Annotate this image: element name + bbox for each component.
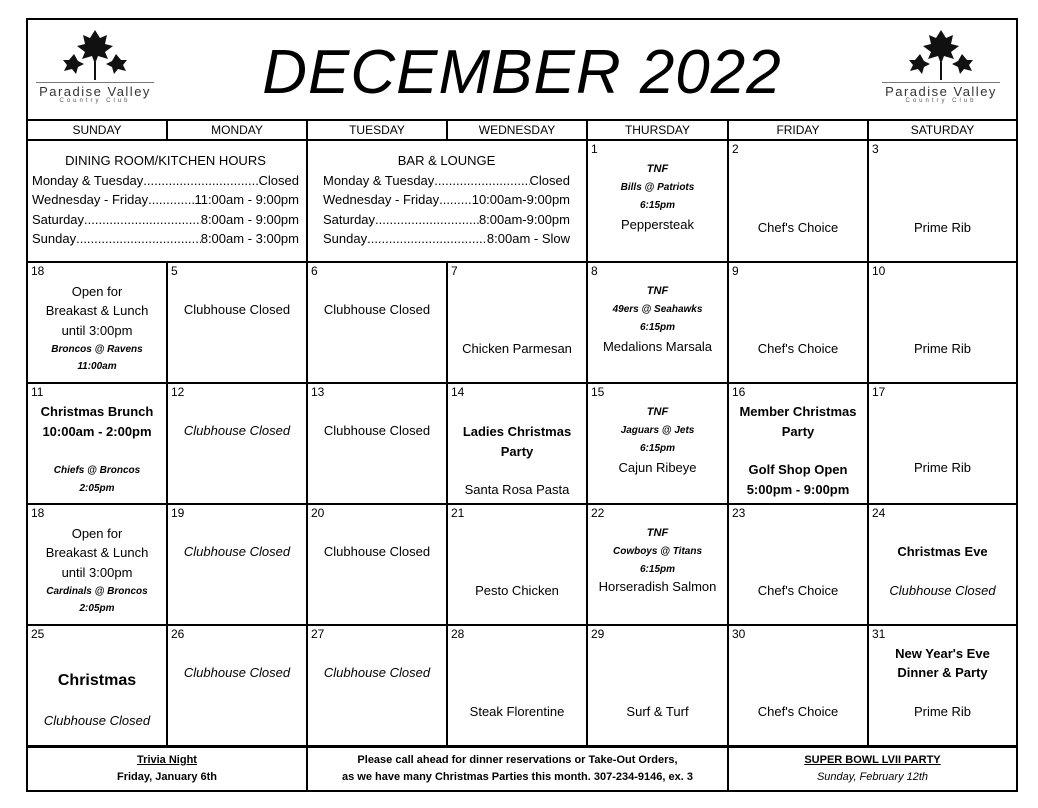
- event-line: Member Christmas: [739, 404, 857, 419]
- day-number: 25: [31, 627, 45, 641]
- event-line: Open for: [71, 284, 123, 299]
- day-number: 18: [31, 506, 45, 520]
- closed-notice: Clubhouse Closed: [323, 302, 431, 317]
- day-cell: [28, 384, 166, 503]
- day-number: 31: [872, 627, 886, 641]
- hours-row: [323, 229, 570, 249]
- day-cell: [448, 626, 586, 745]
- game-time: 6:15pm: [639, 564, 675, 575]
- day-cell: [729, 384, 867, 503]
- day-number: 28: [451, 627, 465, 641]
- game-matchup: Broncos @ Ravens: [51, 344, 143, 355]
- closed-notice: Clubhouse Closed: [183, 302, 291, 317]
- day-number: 20: [311, 506, 325, 520]
- menu-item: Horseradish Salmon: [598, 579, 717, 594]
- day-number: 19: [171, 506, 185, 520]
- hours-day: Sunday: [32, 231, 77, 246]
- footer-superbowl: [729, 749, 1016, 791]
- menu-item: Chicken Parmesan: [462, 341, 572, 356]
- day-cell: [28, 263, 166, 382]
- closed-notice: Clubhouse Closed: [183, 544, 291, 559]
- hours-row: [32, 190, 299, 210]
- day-cell: [28, 505, 166, 624]
- game-time: 6:15pm: [639, 322, 675, 333]
- footer-trivia: [28, 749, 306, 791]
- weekday-label: SUNDAY: [72, 123, 122, 137]
- logo-subtitle: Country Club: [59, 98, 131, 104]
- day-cell: [869, 263, 1016, 382]
- bar-hours-title: BAR & LOUNGE: [397, 153, 496, 168]
- calendar-header: [28, 20, 1016, 120]
- menu-item: Chef's Choice: [757, 583, 839, 598]
- event-line: Breakast & Lunch: [45, 545, 149, 560]
- weekday-label: THURSDAY: [624, 123, 691, 137]
- closed-notice: Clubhouse Closed: [183, 423, 291, 438]
- hours-time: 8:00am - 9:00pm: [200, 211, 299, 227]
- hours-day: Saturday: [32, 211, 85, 227]
- menu-item: Prime Rib: [913, 460, 972, 475]
- day-number: 17: [872, 385, 886, 399]
- tnf-label: TNF: [646, 163, 669, 175]
- weekday-label: MONDAY: [211, 123, 263, 137]
- hours-day: Monday & Tuesday: [32, 172, 144, 188]
- day-number: 21: [451, 506, 465, 520]
- tnf-label: TNF: [646, 527, 669, 539]
- day-cell: [448, 263, 586, 382]
- day-cell: [168, 626, 306, 745]
- day-cell: [308, 384, 446, 503]
- day-cell: [308, 505, 446, 624]
- closed-notice: Clubhouse Closed: [183, 665, 291, 680]
- divider: [306, 141, 308, 261]
- day-number: 16: [732, 385, 746, 399]
- day-number: 9: [732, 264, 739, 278]
- hours-row: [32, 229, 299, 249]
- divider: [28, 745, 1016, 748]
- footer-title: SUPER BOWL LVII PARTY: [804, 754, 941, 766]
- closed-notice: Clubhouse Closed: [43, 713, 151, 728]
- footer-notice-line: as we have many Christmas Parties this month. 307-234-9146, ex. 3: [342, 771, 693, 783]
- event-line: Breakast & Lunch: [45, 303, 149, 318]
- closed-notice: Clubhouse Closed: [323, 544, 431, 559]
- day-number: 14: [451, 385, 465, 399]
- weekday-label: FRIDAY: [776, 123, 820, 137]
- day-number: 7: [451, 264, 458, 278]
- game-matchup: 49ers @ Seahawks: [612, 304, 703, 315]
- hours-day: Wednesday - Friday: [32, 192, 149, 207]
- event-line: Golf Shop Open: [748, 462, 848, 477]
- footer-subtitle: Sunday, February 12th: [816, 771, 929, 783]
- dining-hours-title: DINING ROOM/KITCHEN HOURS: [65, 153, 266, 168]
- hours-time: Closed: [258, 172, 299, 188]
- day-number: 13: [311, 385, 325, 399]
- game-time: 6:15pm: [639, 200, 675, 211]
- day-number: 8: [591, 264, 598, 278]
- day-number: 30: [732, 627, 746, 641]
- menu-item: Santa Rosa Pasta: [464, 482, 570, 497]
- day-cell: [869, 626, 1016, 745]
- tnf-label: TNF: [646, 406, 669, 418]
- game-matchup: Chiefs @ Broncos: [53, 465, 141, 476]
- game-time: 2:05pm: [79, 483, 115, 494]
- logo-name: Paradise Valley: [885, 84, 997, 99]
- closed-notice: Clubhouse Closed: [889, 583, 996, 598]
- hours-row: [323, 190, 570, 210]
- event-line: New Year's Eve: [895, 646, 990, 661]
- day-cell: [308, 263, 446, 382]
- logo-name: Paradise Valley: [39, 84, 151, 99]
- day-cell: [729, 626, 867, 745]
- day-cell: [729, 141, 867, 261]
- game-matchup: Bills @ Patriots: [620, 182, 695, 193]
- game-time: 6:15pm: [639, 443, 675, 454]
- logo-rule: [882, 82, 1000, 83]
- day-number: 3: [872, 142, 879, 156]
- event-line: 5:00pm - 9:00pm: [746, 482, 850, 497]
- day-cell: [869, 141, 1016, 261]
- hours-time: 11:00am - 9:00pm: [194, 192, 299, 207]
- weekday-label: SATURDAY: [910, 123, 975, 137]
- hours-time: 10:00am-9:00pm: [471, 192, 570, 207]
- event-line: Dinner & Party: [897, 665, 988, 680]
- weekday-label: WEDNESDAY: [478, 123, 556, 137]
- menu-item: Surf & Turf: [626, 704, 689, 719]
- day-number: 11: [31, 385, 44, 399]
- event-line: until 3:00pm: [61, 323, 133, 338]
- menu-item: Chef's Choice: [757, 341, 839, 356]
- day-number: 1: [591, 142, 598, 156]
- bar-hours: [323, 151, 570, 249]
- day-cell: [588, 263, 727, 382]
- event-line: 10:00am - 2:00pm: [42, 424, 152, 439]
- day-number: 6: [311, 264, 318, 278]
- footer-notice: [308, 749, 727, 791]
- logo-subtitle: Country Club: [905, 98, 977, 104]
- day-cell: [168, 263, 306, 382]
- club-logo-right: [876, 24, 1006, 116]
- game-time: 2:05pm: [79, 603, 115, 614]
- day-number: 27: [311, 627, 325, 641]
- page-title: DECEMBER 2022: [262, 38, 782, 107]
- game-matchup: Jaguars @ Jets: [620, 425, 695, 436]
- day-number: 26: [171, 627, 185, 641]
- menu-item: Pesto Chicken: [475, 583, 559, 598]
- day-number: 23: [732, 506, 746, 520]
- day-cell: [448, 384, 586, 503]
- day-cell: [168, 505, 306, 624]
- event-line: Christmas Brunch: [40, 404, 154, 419]
- menu-item: Chef's Choice: [757, 704, 839, 719]
- hours-row: [32, 210, 299, 230]
- day-number: 18: [31, 264, 45, 278]
- closed-notice: Clubhouse Closed: [323, 423, 431, 438]
- day-cell: [168, 384, 306, 503]
- event-line: Ladies Christmas: [462, 424, 572, 439]
- day-cell: [869, 384, 1016, 503]
- hours-row: [323, 210, 570, 230]
- day-cell: [729, 505, 867, 624]
- menu-item: Chef's Choice: [757, 220, 839, 235]
- menu-item: Cajun Ribeye: [618, 460, 697, 475]
- day-cell: [588, 505, 727, 624]
- menu-item: Prime Rib: [913, 220, 972, 235]
- footer-notice-line: Please call ahead for dinner reservations or Take-Out Orders,: [357, 754, 678, 766]
- event-line: Christmas Eve: [897, 544, 988, 559]
- hours-row: [32, 171, 299, 191]
- tnf-label: TNF: [646, 285, 669, 297]
- hours-time: 8:00am - Slow: [486, 231, 570, 246]
- day-cell: [588, 141, 727, 261]
- menu-item: Prime Rib: [913, 341, 972, 356]
- hours-row: [323, 171, 570, 191]
- hours-day: Saturday: [323, 211, 376, 227]
- day-number: 12: [171, 385, 185, 399]
- leaf-icon: [906, 24, 976, 80]
- game-matchup: Cowboys @ Titans: [612, 546, 703, 557]
- event-line: Open for: [71, 526, 123, 541]
- day-cell: [308, 626, 446, 745]
- event-line: Party: [781, 424, 815, 439]
- game-time: 11:00am: [77, 361, 117, 372]
- day-number: 22: [591, 506, 605, 520]
- hours-time: Closed: [529, 172, 570, 188]
- day-number: 15: [591, 385, 605, 399]
- game-matchup: Cardinals @ Broncos: [46, 586, 148, 597]
- weekday-label: TUESDAY: [349, 123, 405, 137]
- day-number: 2: [732, 142, 739, 156]
- day-cell: [448, 505, 586, 624]
- day-cell: [869, 505, 1016, 624]
- event-line: Party: [500, 444, 534, 459]
- day-cell: [588, 626, 727, 745]
- event-line: until 3:00pm: [61, 565, 133, 580]
- menu-item: Prime Rib: [913, 704, 972, 719]
- menu-item: Medalions Marsala: [602, 339, 713, 354]
- menu-item: Peppersteak: [621, 217, 694, 232]
- footer-title: Trivia Night: [137, 754, 197, 766]
- day-number: 29: [591, 627, 605, 641]
- hours-day: Sunday: [323, 231, 368, 246]
- event-line: Christmas: [57, 672, 137, 689]
- closed-notice: Clubhouse Closed: [323, 665, 431, 680]
- menu-item: Steak Florentine: [469, 704, 565, 719]
- footer-subtitle: Friday, January 6th: [116, 771, 218, 783]
- weekday-header: [28, 121, 1016, 139]
- day-number: 24: [872, 506, 886, 520]
- hours-day: Wednesday - Friday: [323, 192, 440, 207]
- day-cell: [588, 384, 727, 503]
- day-number: 5: [171, 264, 178, 278]
- hours-time: 8:00am-9:00pm: [478, 211, 570, 227]
- dining-hours: [32, 151, 299, 249]
- day-cell: [28, 626, 166, 745]
- hours-time: 8:00am - 3:00pm: [200, 231, 299, 246]
- hours-day: Monday & Tuesday: [323, 172, 435, 188]
- day-number: 10: [872, 264, 886, 278]
- day-cell: [729, 263, 867, 382]
